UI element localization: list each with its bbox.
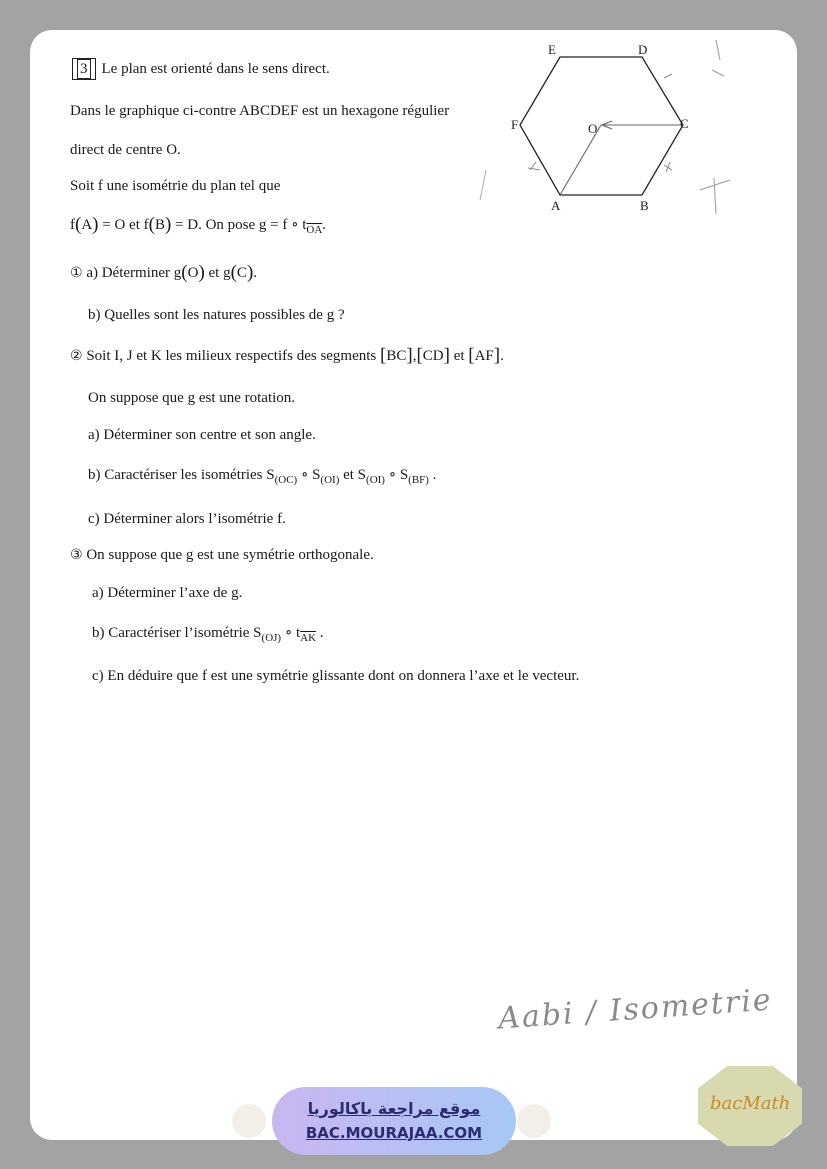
- bacmath-badge-text: bacMath: [710, 1093, 791, 1114]
- question-1a: ① a) Déterminer g(O) et g(C).: [70, 262, 258, 283]
- question-3a: a) Déterminer l’axe de g.: [92, 585, 243, 601]
- pencil-mark: [664, 74, 672, 78]
- pencil-mark: [700, 178, 730, 214]
- banner-url-link[interactable]: BAC.MOURAJAA.COM: [305, 1124, 483, 1142]
- exercise-heading: 3 Le plan est orienté dans le sens direct.: [72, 58, 330, 80]
- site-logo-icon: [517, 1104, 551, 1138]
- question-1b: b) Quelles sont les natures possibles de g ?: [88, 307, 345, 323]
- question-2a: a) Déterminer son centre et son angle.: [88, 427, 316, 443]
- site-logo-icon: [232, 1104, 266, 1138]
- statement-line-3: direct de centre O.: [70, 142, 181, 158]
- handwritten-note: Aabi / Isometrie: [497, 982, 774, 1037]
- question-3b: b) Caractériser l’isométrie $S_{(OJ)}$ ∘ $t_{\overline{AK}}$ .: [92, 625, 324, 644]
- footer-banner[interactable]: [272, 1087, 516, 1155]
- exercise-number-box: 3: [72, 58, 96, 80]
- hexagon-figure: [0, 0, 827, 260]
- question-2b: b) Caractériser les isométries $S_{(OC)}$ ∘ $S_{(OI)}$ et $S_{(OI)}$ ∘ $S_{(BF)}$ .: [88, 467, 437, 486]
- statement-line-4: Soit f une isométrie du plan tel que: [70, 178, 281, 194]
- question-3-intro: ③ On suppose que g est une symétrie orthogonale.: [70, 547, 374, 563]
- question-3c: c) En déduire que f est une symétrie glissante dont on donnera l’axe et le vecteur.: [92, 668, 580, 684]
- vertex-label-d: D: [638, 42, 648, 57]
- pencil-mark: [664, 162, 672, 172]
- vertex-label-e: E: [548, 42, 556, 57]
- statement-line-5: f(A) = O et f(B) = D. On pose g = f ∘ $t_{\overline{OA}}$.: [70, 214, 327, 236]
- vertex-label-f: F: [511, 117, 519, 132]
- pencil-mark: [712, 40, 724, 76]
- vertex-label-b: B: [640, 198, 649, 213]
- pencil-mark: [480, 170, 486, 200]
- pencil-mark: [528, 162, 540, 170]
- vertex-label-c: C: [680, 116, 689, 131]
- banner-arabic-text: موقع مراجعة باكالوريا: [307, 1099, 481, 1118]
- vertex-label-a: A: [551, 198, 561, 213]
- question-2-intro: ② Soit I, J et K les milieux respectifs des segments [BC],[CD] et [AF].: [70, 345, 504, 366]
- hexagon-shape: [520, 57, 683, 195]
- question-2-supposition: On suppose que g est une rotation.: [88, 390, 296, 406]
- statement-line-2: Dans le graphique ci-contre ABCDEF est un hexagone régulier: [70, 103, 450, 119]
- question-2c: c) Déterminer alors l’isométrie f.: [88, 511, 286, 527]
- center-label-o: O: [588, 121, 598, 136]
